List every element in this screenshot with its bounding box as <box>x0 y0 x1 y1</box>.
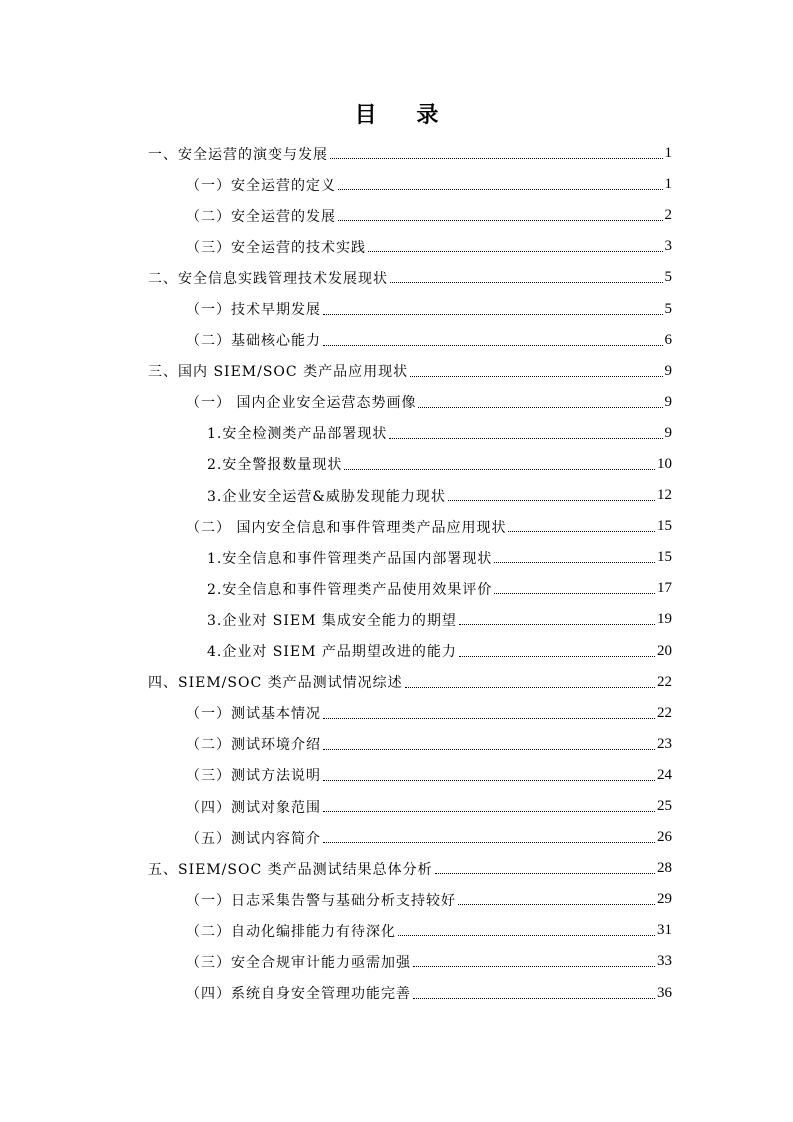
toc-entry-page-number: 1 <box>664 176 672 193</box>
toc-entry-label: （四）测试对象范围 <box>186 799 321 816</box>
toc-entry-page-number: 5 <box>664 269 672 286</box>
toc-entry[interactable] <box>0 946 793 977</box>
dot-leader <box>323 842 655 843</box>
table-of-contents <box>0 138 793 1009</box>
toc-entry-label: （一）测试基本情况 <box>186 706 321 723</box>
toc-entry-page-number: 31 <box>657 922 672 939</box>
toc-entry-label: 四、SIEM/SOC 类产品测试情况综述 <box>148 675 403 692</box>
toc-entry-label: （三）安全运营的技术实践 <box>186 239 366 256</box>
toc-entry-page-number: 33 <box>657 953 672 970</box>
toc-entry-label: 二、安全信息实践管理技术发展现状 <box>148 270 388 287</box>
toc-entry[interactable] <box>0 698 793 729</box>
toc-entry-label: 2.安全信息和事件管理类产品使用效果评价 <box>207 581 493 598</box>
toc-entry-label: （一）安全运营的定义 <box>186 177 336 194</box>
toc-entry[interactable] <box>0 262 793 293</box>
toc-entry-page-number: 1 <box>664 145 672 162</box>
dot-leader <box>389 438 662 439</box>
toc-entry[interactable] <box>0 356 793 387</box>
dot-leader <box>494 593 655 594</box>
dot-leader <box>413 966 655 967</box>
toc-entry-page-number: 15 <box>657 549 672 566</box>
toc-entry[interactable] <box>0 853 793 884</box>
toc-entry-page-number: 25 <box>657 798 672 815</box>
dot-leader <box>344 469 655 470</box>
toc-entry-page-number: 28 <box>657 860 672 877</box>
toc-entry-label: （二）测试环境介绍 <box>186 737 321 754</box>
dot-leader <box>435 873 655 874</box>
toc-entry[interactable] <box>0 729 793 760</box>
toc-entry-label: （二）安全运营的发展 <box>186 208 336 225</box>
toc-entry-page-number: 19 <box>657 611 672 628</box>
dot-leader <box>410 376 662 377</box>
toc-entry-page-number: 22 <box>657 704 672 721</box>
toc-entry-page-number: 6 <box>664 331 672 348</box>
toc-entry[interactable] <box>0 511 793 542</box>
toc-entry-page-number: 36 <box>657 984 672 1001</box>
dot-leader <box>323 345 663 346</box>
toc-entry-page-number: 9 <box>664 424 672 441</box>
toc-entry[interactable] <box>0 325 793 356</box>
toc-entry[interactable] <box>0 449 793 480</box>
dot-leader <box>323 718 655 719</box>
toc-entry[interactable] <box>0 200 793 231</box>
toc-entry[interactable] <box>0 667 793 698</box>
toc-entry-page-number: 17 <box>657 580 672 597</box>
toc-entry-page-number: 20 <box>657 642 672 659</box>
dot-leader <box>459 624 655 625</box>
toc-entry[interactable] <box>0 978 793 1009</box>
toc-entry-page-number: 26 <box>657 829 672 846</box>
toc-entry[interactable] <box>0 542 793 573</box>
dot-leader <box>405 687 655 688</box>
dot-leader <box>459 656 655 657</box>
toc-entry-page-number: 22 <box>657 673 672 690</box>
toc-entry[interactable] <box>0 915 793 946</box>
toc-entry-label: （三）安全合规审计能力亟需加强 <box>186 954 411 971</box>
toc-entry-page-number: 2 <box>664 207 672 224</box>
toc-entry[interactable] <box>0 418 793 449</box>
dot-leader <box>418 407 662 408</box>
dot-leader <box>338 220 663 221</box>
dot-leader <box>413 998 655 999</box>
toc-entry-label: 一、安全运营的演变与发展 <box>148 146 328 163</box>
dot-leader <box>323 314 663 315</box>
toc-entry[interactable] <box>0 231 793 262</box>
toc-entry[interactable] <box>0 138 793 169</box>
dot-leader <box>508 531 655 532</box>
toc-entry-page-number: 9 <box>664 393 672 410</box>
dot-leader <box>398 935 655 936</box>
dot-leader <box>330 158 663 159</box>
toc-entry[interactable] <box>0 573 793 604</box>
toc-entry-label: （二）基础核心能力 <box>186 333 321 350</box>
toc-entry-label: （一） 国内企业安全运营态势画像 <box>186 395 417 412</box>
toc-entry-label: （二）自动化编排能力有待深化 <box>186 923 396 940</box>
toc-entry-page-number: 9 <box>664 362 672 379</box>
toc-entry-label: 3.企业对 SIEM 集成安全能力的期望 <box>207 612 457 629</box>
toc-entry-label: 1.安全检测类产品部署现状 <box>207 426 388 443</box>
dot-leader <box>368 251 663 252</box>
toc-entry-page-number: 10 <box>657 455 672 472</box>
toc-entry-page-number: 5 <box>664 300 672 317</box>
toc-title: 目 录 <box>354 103 455 128</box>
dot-leader <box>494 562 655 563</box>
toc-entry[interactable] <box>0 387 793 418</box>
dot-leader <box>390 282 663 283</box>
toc-entry-label: 三、国内 SIEM/SOC 类产品应用现状 <box>148 364 409 381</box>
toc-entry[interactable] <box>0 636 793 667</box>
dot-leader <box>458 904 655 905</box>
toc-entry-label: 五、SIEM/SOC 类产品测试结果总体分析 <box>148 861 433 878</box>
toc-entry-page-number: 24 <box>657 766 672 783</box>
toc-entry-page-number: 23 <box>657 735 672 752</box>
toc-entry-label: 2.安全警报数量现状 <box>207 457 343 474</box>
toc-entry-page-number: 29 <box>657 891 672 908</box>
dot-leader <box>323 749 655 750</box>
dot-leader <box>338 189 663 190</box>
toc-entry-label: 3.企业安全运营&威胁发现能力现状 <box>207 488 446 505</box>
toc-entry-label: 4.企业对 SIEM 产品期望改进的能力 <box>207 644 457 661</box>
toc-entry[interactable] <box>0 791 793 822</box>
toc-entry-label: （四）系统自身安全管理功能完善 <box>186 986 411 1003</box>
dot-leader <box>323 811 655 812</box>
toc-entry-label: （一）日志采集告警与基础分析支持较好 <box>186 892 456 909</box>
toc-entry-page-number: 3 <box>664 238 672 255</box>
dot-leader <box>323 780 655 781</box>
toc-entry-label: （三）测试方法说明 <box>186 768 321 785</box>
toc-entry-label: 1.安全信息和事件管理类产品国内部署现状 <box>207 550 493 567</box>
toc-entry[interactable] <box>0 822 793 853</box>
toc-entry[interactable] <box>0 480 793 511</box>
toc-entry-page-number: 12 <box>657 487 672 504</box>
toc-entry-page-number: 15 <box>657 518 672 535</box>
toc-entry-label: （五）测试内容简介 <box>186 830 321 847</box>
toc-entry[interactable] <box>0 884 793 915</box>
toc-entry[interactable] <box>0 169 793 200</box>
toc-entry-label: （一）技术早期发展 <box>186 302 321 319</box>
toc-entry[interactable] <box>0 760 793 791</box>
toc-entry-label: （二） 国内安全信息和事件管理类产品应用现状 <box>186 519 507 536</box>
dot-leader <box>448 500 655 501</box>
toc-entry[interactable] <box>0 604 793 635</box>
toc-entry[interactable] <box>0 293 793 324</box>
